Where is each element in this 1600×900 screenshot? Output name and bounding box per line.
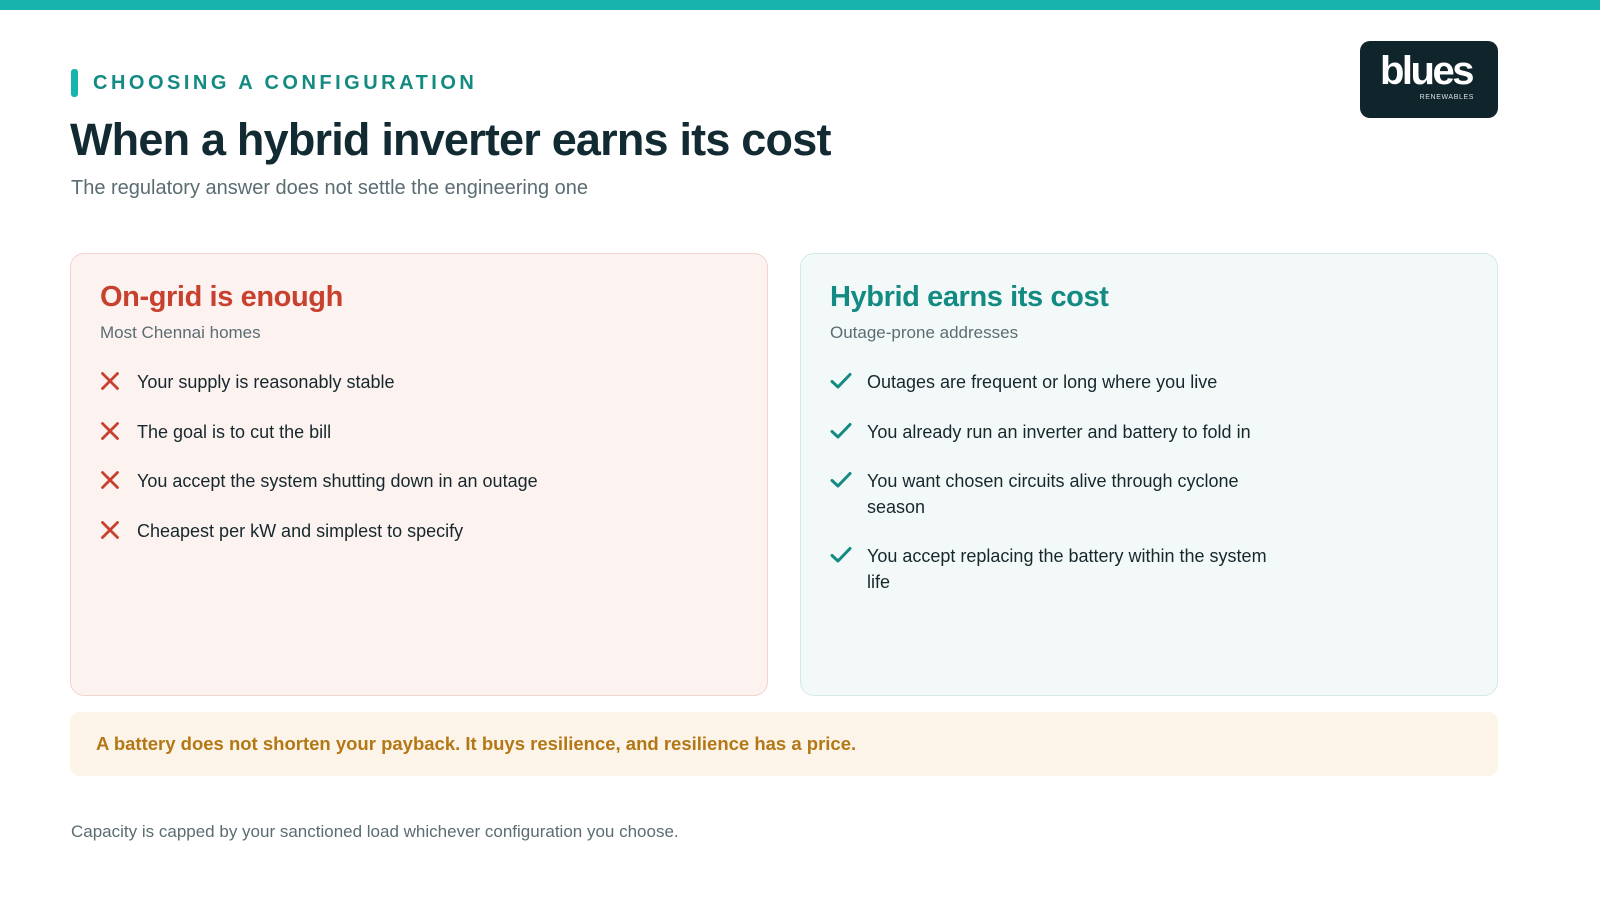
check-icon xyxy=(830,544,867,565)
hybrid-list-item xyxy=(830,544,1270,595)
on-grid-list-item-text: The goal is to cut the bill xyxy=(137,421,332,442)
page-subtitle: The regulatory answer does not settle the engineering one xyxy=(71,177,589,199)
check-icon xyxy=(830,469,867,490)
eyebrow-label: CHOOSING A CONFIGURATION xyxy=(93,71,478,94)
on-grid-list-item xyxy=(100,519,540,545)
section-eyebrow xyxy=(71,69,477,97)
hybrid-list-item xyxy=(830,469,1270,520)
top-accent-bar xyxy=(0,0,1600,10)
on-grid-card xyxy=(70,253,768,696)
on-grid-list-item-text: You accept the system shutting down in an outage xyxy=(137,471,538,491)
hybrid-card-title: Hybrid earns its cost xyxy=(830,281,1109,313)
on-grid-list xyxy=(100,370,738,544)
blues-renewables-logo xyxy=(1360,41,1498,118)
on-grid-list-item xyxy=(100,469,540,495)
hybrid-card-subtitle: Outage-prone addresses xyxy=(830,323,1019,342)
hybrid-list-item-text: You accept replacing the battery within the system life xyxy=(867,546,1267,592)
on-grid-list-item-text: Your supply is reasonably stable xyxy=(137,372,395,392)
on-grid-list-item xyxy=(100,420,540,446)
logo-wordmark: blues xyxy=(1380,49,1472,93)
cross-icon xyxy=(100,420,137,441)
callout-text: A battery does not shorten your payback. It buys resilience, and resilience has a price. xyxy=(96,733,857,754)
page-title: When a hybrid inverter earns its cost xyxy=(70,114,831,165)
on-grid-card-subtitle: Most Chennai homes xyxy=(100,323,261,342)
on-grid-card-title: On-grid is enough xyxy=(100,281,343,313)
check-icon xyxy=(830,370,867,391)
callout-note xyxy=(70,712,1498,776)
check-icon xyxy=(830,420,867,441)
hybrid-list-item-text: You already run an inverter and battery to fold in xyxy=(867,421,1251,442)
hybrid-list-item xyxy=(830,420,1270,446)
on-grid-list-item-text: Cheapest per kW and simplest to specify xyxy=(137,520,464,541)
footer-note: Capacity is capped by your sanctioned load whichever configuration you choose. xyxy=(71,822,679,841)
cross-icon xyxy=(100,519,137,540)
on-grid-list-item xyxy=(100,370,540,396)
hybrid-card xyxy=(800,253,1498,696)
hybrid-list-item-text: Outages are frequent or long where you live xyxy=(867,372,1218,392)
eyebrow-marker xyxy=(71,69,78,97)
logo-tagline: RENEWABLES xyxy=(1419,94,1474,101)
cross-icon xyxy=(100,370,137,391)
cross-icon xyxy=(100,469,137,490)
hybrid-list-item xyxy=(830,370,1270,396)
hybrid-list-item-text: You want chosen circuits alive through cyclone season xyxy=(867,471,1239,517)
hybrid-list xyxy=(830,370,1468,595)
